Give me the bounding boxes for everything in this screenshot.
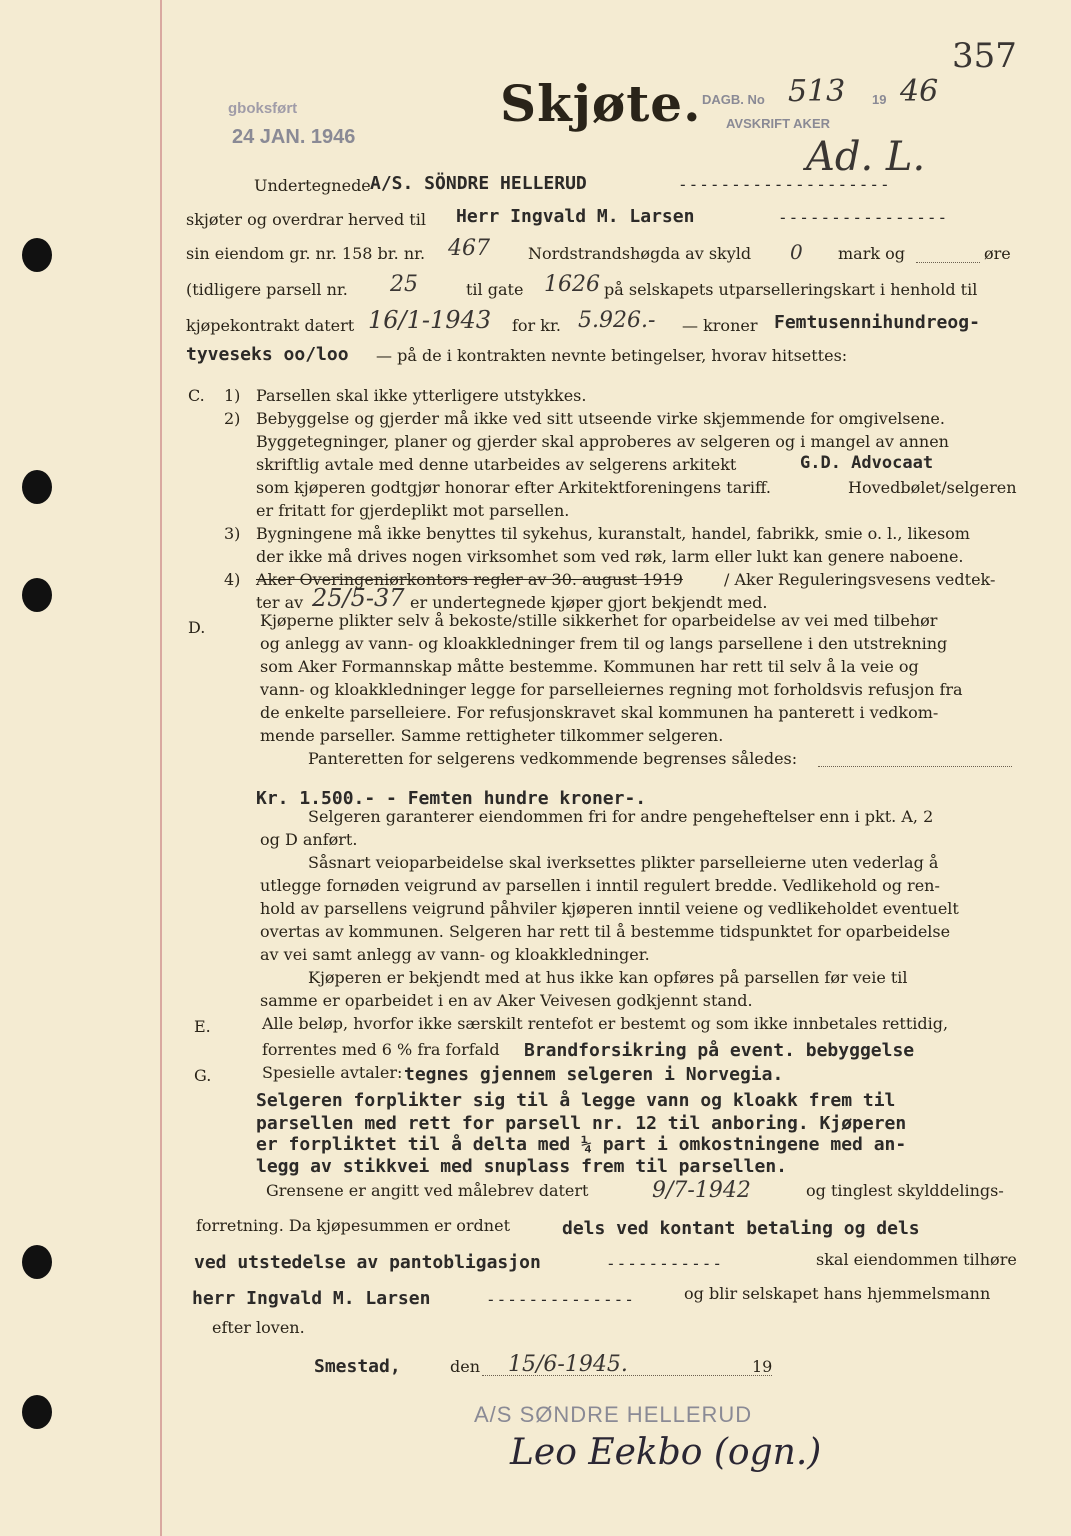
document-title: Skjøte. bbox=[500, 74, 702, 133]
c2-line-1: Bebyggelse og gjerder må ikke ved sitt utseende virke skjemmende for omgivelsene. bbox=[256, 409, 945, 428]
d-line-8: Selgeren garanterer eiendommen fri for andre pengeheftelser enn i pkt. A, 2 bbox=[308, 807, 934, 826]
g-typed-1: tegnes gjennem selgeren i Norvegia. bbox=[404, 1064, 784, 1085]
pant-blank bbox=[818, 766, 1012, 767]
c3-number: 3) bbox=[224, 524, 241, 543]
e-typed-insurance: Brandforsikring på event. bebyggelse bbox=[524, 1040, 915, 1061]
year-prefix: 19 bbox=[752, 1357, 773, 1376]
c1-number: 1) bbox=[224, 386, 241, 405]
c2-line-4b: Hovedbølet/selgeren bbox=[848, 478, 1017, 497]
binder-hole bbox=[22, 1395, 52, 1429]
payment-typed-2: ved utstedelse av pantobligasjon bbox=[194, 1252, 541, 1273]
d-line-13: overtas av kommunen. Selgeren har rett til å bestemme tidspunktet for oparbeidelse bbox=[260, 922, 951, 941]
text-skjoter: skjøter og overdrar herved til bbox=[186, 210, 426, 229]
stamp-bokfort: gboksført bbox=[228, 100, 298, 117]
d-line-16: samme er oparbeidet i en av Aker Veivesen godkjennt stand. bbox=[260, 991, 753, 1010]
malebrev-date: 9/7-1942 bbox=[652, 1178, 751, 1203]
contract-date: 16/1-1943 bbox=[368, 306, 492, 334]
binder-hole bbox=[22, 1245, 52, 1279]
owner-dashes: -------------- bbox=[486, 1290, 635, 1309]
stamp-date: 24 JAN. 1946 bbox=[232, 126, 356, 148]
place-name: Smestad, bbox=[314, 1356, 401, 1377]
skyld-value: 0 bbox=[790, 240, 803, 264]
text-kjopekontrakt: kjøpekontrakt datert bbox=[186, 316, 355, 335]
text-tilhore: skal eiendommen tilhøre bbox=[816, 1250, 1017, 1269]
text-kroner: — kroner bbox=[682, 316, 758, 335]
text-forretning: forretning. Da kjøpesummen er ordnet bbox=[196, 1216, 510, 1235]
g-typed-5: legg av stikkvei med snuplass frem til parsellen. bbox=[256, 1156, 788, 1177]
text-nordstrand: Nordstrandshøgda av skyld bbox=[528, 244, 752, 263]
page-number: 357 bbox=[952, 36, 1017, 76]
date-blank bbox=[482, 1375, 772, 1376]
text-grensene: Grensene er angitt ved målebrev datert bbox=[266, 1181, 589, 1200]
section-g-label: G. bbox=[194, 1066, 212, 1085]
c2-line-3: skriftlig avtale med denne utarbeides av selgerens arkitekt bbox=[256, 455, 737, 474]
stamp-dagb-year: 46 bbox=[900, 74, 939, 109]
d-line-3: som Aker Formannskap måtte bestemme. Kommunen har rett til selv å la veie og bbox=[260, 657, 919, 676]
g-typed-4: er forpliktet til å delta med ¼ part i omkostningene med an- bbox=[256, 1134, 907, 1155]
text-for-kr: for kr. bbox=[512, 316, 561, 335]
d-pant-amount: Kr. 1.500.- - Femten hundre kroner-. bbox=[256, 788, 647, 809]
d-line-6: mende parseller. Samme rettigheter tilkommer selgeren. bbox=[260, 726, 724, 745]
d-line-2: og anlegg av vann- og kloakkledninger frem til og langs parsellene i den utstrekning bbox=[260, 634, 948, 653]
signing-date: 15/6-1945. bbox=[508, 1352, 628, 1377]
seller-name: A/S. SÖNDRE HELLERUD bbox=[370, 173, 587, 194]
stamp-dagb-number: 513 bbox=[788, 74, 846, 109]
c2-line-5: er fritatt for gjerdeplikt mot parsellen. bbox=[256, 501, 570, 520]
g-typed-2: Selgeren forplikter sig til å legge vann og kloakk frem til bbox=[256, 1090, 896, 1111]
d-line-15: Kjøperen er bekjendt med at hus ikke kan opføres på parsellen før veie til bbox=[308, 968, 908, 987]
payment-typed-1: dels ved kontant betaling og dels bbox=[562, 1218, 920, 1239]
margin-rule bbox=[160, 0, 162, 1536]
c4-line-1b: / Aker Reguleringsvesens vedtek- bbox=[724, 570, 996, 589]
c2-line-4: som kjøperen godtgjør honorar efter Arkitektforeningens tariff. bbox=[256, 478, 771, 497]
owner-name: herr Ingvald M. Larsen bbox=[192, 1288, 431, 1309]
binder-hole bbox=[22, 578, 52, 612]
d-line-4: vann- og kloakkledninger legge for parselleiernes regning mot forholdsvis refusjon fra bbox=[260, 680, 963, 699]
c2-number: 2) bbox=[224, 409, 241, 428]
e-line-2: forrentes med 6 % fra forfald bbox=[262, 1040, 500, 1059]
binder-hole bbox=[22, 238, 52, 272]
d-line-5: de enkelte parselleiere. For refusjonskravet skal kommunen ha panterett i vedkom- bbox=[260, 703, 939, 722]
gate-nr-value: 1626 bbox=[544, 272, 600, 297]
parsell-nr-value: 25 bbox=[390, 272, 418, 297]
stamp-dagb-year-prefix: 19 bbox=[872, 92, 887, 107]
signature: Leo Eekbo (ogn.) bbox=[510, 1432, 822, 1473]
c4-line-2b: er undertegnede kjøper gjort bekjendt med. bbox=[410, 593, 768, 612]
br-nr-value: 467 bbox=[448, 236, 490, 261]
d-line-14: av vei samt anlegg av vann- og kloakkledninger. bbox=[260, 945, 650, 964]
ore-blank bbox=[916, 262, 980, 263]
c4-struck-text: Aker Overingeniørkontors regler av 30. august 1919 bbox=[256, 570, 683, 589]
text-til-gate: til gate bbox=[466, 280, 524, 299]
d-line-12: hold av parsellens veigrund påhviler kjøperen inntil veiene og vedlikeholdet eventuelt bbox=[260, 899, 959, 918]
g-line-1: Spesielle avtaler: bbox=[262, 1063, 403, 1082]
amount-words-2: tyveseks oo/loo bbox=[186, 344, 349, 365]
c4-line-2a: ter av bbox=[256, 593, 304, 612]
stamp-dagb-label: DAGB. No bbox=[702, 92, 765, 107]
binder-hole bbox=[22, 470, 52, 504]
seller-dashes: -------------------- bbox=[678, 175, 891, 194]
c3-line-2: der ikke må drives nogen virksomhet som ved røk, larm eller lukt kan genere naboene. bbox=[256, 547, 964, 566]
text-tidligere: (tidligere parsell nr. bbox=[186, 280, 348, 299]
text-mark-og: mark og bbox=[838, 244, 906, 263]
text-hjemmelsmann: og blir selskapet hans hjemmelsmann bbox=[684, 1284, 991, 1303]
d-line-10: Såsnart veioparbeidelse skal iverksettes plikter parselleierne uten vederlag å bbox=[308, 853, 939, 872]
text-tinglest: og tinglest skylddelings- bbox=[806, 1181, 1004, 1200]
stamp-avskrift: AVSKRIFT AKER bbox=[726, 116, 830, 131]
section-c-label: C. bbox=[188, 386, 205, 405]
c2-line-2: Byggetegninger, planer og gjerder skal approberes av selgeren og i mangel av annen bbox=[256, 432, 949, 451]
c3-line-1: Bygningene må ikke benyttes til sykehus, kuranstalt, handel, fabrikk, smie o. l., likesom bbox=[256, 524, 970, 543]
c1-text: Parsellen skal ikke ytterligere utstykkes. bbox=[256, 386, 587, 405]
g-typed-3: parsellen med rett for parsell nr. 12 til anboring. Kjøperen bbox=[256, 1113, 907, 1134]
buyer-dashes: ---------------- bbox=[778, 208, 949, 227]
section-e-label: E. bbox=[194, 1017, 211, 1036]
c2-architect: G.D. Advocaat bbox=[800, 453, 934, 473]
payment-dashes: ----------- bbox=[606, 1254, 723, 1273]
text-ore: øre bbox=[984, 244, 1011, 263]
text-efter-loven: efter loven. bbox=[212, 1318, 305, 1337]
text-den: den bbox=[450, 1357, 481, 1376]
text-betingelser: — på de i kontrakten nevnte betingelser, hvorav hitsettes: bbox=[376, 346, 848, 365]
e-line-1: Alle beløp, hvorfor ikke særskilt rentefot er bestemt og som ikke innbetales rettidig, bbox=[262, 1014, 949, 1033]
d-line-11: utlegge fornøden veigrund av parsellen i inntil regulert bredde. Vedlikehold og ren- bbox=[260, 876, 940, 895]
c4-number: 4) bbox=[224, 570, 241, 589]
d-line-1: Kjøperne plikter selv å bekoste/stille sikkerhet for oparbeidelse av vei med tilbehør bbox=[260, 611, 938, 630]
company-stamp: A/S SØNDRE HELLERUD bbox=[474, 1402, 753, 1427]
stamp-initials: Ad. L. bbox=[806, 134, 926, 180]
amount-value: 5.926.- bbox=[578, 308, 656, 333]
amount-words-1: Femtusennihundreog- bbox=[774, 312, 980, 333]
text-utparsellering: på selskapets utparselleringskart i henhold til bbox=[604, 280, 978, 299]
d-line-7: Panteretten for selgerens vedkommende begrenses således: bbox=[308, 749, 798, 768]
c4-date: 25/5-37 bbox=[312, 584, 405, 612]
buyer-name: Herr Ingvald M. Larsen bbox=[456, 206, 695, 227]
section-d-label: D. bbox=[188, 618, 206, 637]
label-undertegnede: Undertegnede bbox=[254, 176, 371, 195]
text-eiendom: sin eiendom gr. nr. 158 br. nr. bbox=[186, 244, 426, 263]
d-line-9: og D anført. bbox=[260, 830, 358, 849]
